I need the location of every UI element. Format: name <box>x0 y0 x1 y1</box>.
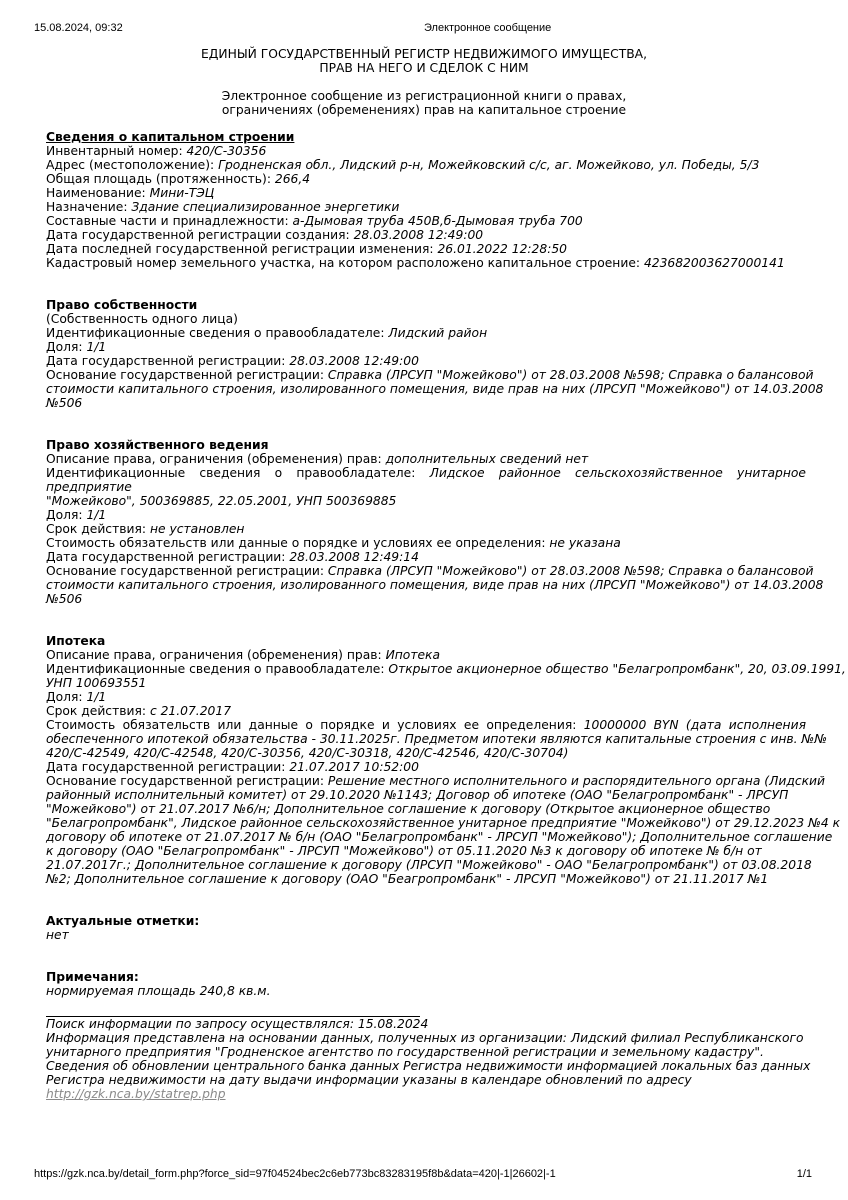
print-url: https://gzk.nca.by/detail_form.php?force_sid=97f04524bec2c6eb773bc83283195f8b&data=420|-1|26602|-1 <box>34 1168 556 1180</box>
ownership-basis-value-1: Справка (ЛРСУП "Можейково") от 28.03.2008 №598; Справка о балансовой <box>327 368 814 382</box>
mortgage-holder-value-2: УНП 100693551 <box>46 676 147 690</box>
building-section <box>46 130 806 270</box>
cadastre-row <box>46 256 806 270</box>
economic-section <box>46 438 824 606</box>
mortgage-basis-label: Основание государственной регистрации: <box>46 774 328 788</box>
mortgage-term-row <box>46 704 806 718</box>
economic-basis-value-1: Справка (ЛРСУП "Можейково") от 28.03.2008 №598; Справка о балансовой <box>327 564 814 578</box>
ownership-section <box>46 298 824 410</box>
created-date-row <box>46 228 806 242</box>
economic-basis-value-3: №506 <box>46 592 83 606</box>
economic-reg-row <box>46 550 806 564</box>
print-datetime: 15.08.2024, 09:32 <box>34 22 123 34</box>
economic-title: Право хозяйственного ведения <box>46 438 269 452</box>
mortgage-basis-value-5: договору об ипотеке от 21.07.2017 № б/н (ОАО "Белагропромбанк" - ЛРСУП "Можейково"); Дополнительное соглашение <box>46 830 833 844</box>
notes-section <box>46 970 806 998</box>
cadastre-label: Кадастровый номер земельного участка, на котором расположено капитальное строение: <box>46 256 644 270</box>
mortgage-term-value: с 21.07.2017 <box>149 704 232 718</box>
changed-date-row <box>46 242 806 256</box>
economic-holder-label: Идентификационные сведения о правообладателе: <box>46 466 430 480</box>
purpose-value: Здание специализированное энергетики <box>131 200 400 214</box>
changed-date-label: Дата последней государственной регистрации изменения: <box>46 242 438 256</box>
marks-title: Актуальные отметки: <box>46 914 200 928</box>
building-title: Сведения о капитальном строении <box>46 130 295 144</box>
notes-value: нормируемая площадь 240,8 кв.м. <box>46 984 271 998</box>
mortgage-basis-value-2: районный исполнительный комитет) от 29.10.2020 №1143; Договор об ипотеке (ОАО "Белагропромбанк" - ЛРСУП <box>46 788 789 802</box>
created-date-value: 28.03.2008 12:49:00 <box>353 228 484 242</box>
economic-holder-row <box>46 466 806 494</box>
ownership-holder-row <box>46 326 806 340</box>
ownership-reg-label: Дата государственной регистрации: <box>46 354 290 368</box>
inventory-number-value: 420/С-30356 <box>186 144 267 158</box>
mortgage-holder-label: Идентификационные сведения о правообладателе: <box>46 662 389 676</box>
mortgage-holder-value-1: Открытое акционерное общество "Белагропромбанк", 20, 03.09.1991, <box>388 662 846 676</box>
mortgage-reg-value: 21.07.2017 10:52:00 <box>289 760 419 774</box>
area-label: Общая площадь (протяженность): <box>46 172 275 186</box>
mortgage-desc-row <box>46 648 806 662</box>
area-value: 266,4 <box>274 172 311 186</box>
heading-line-1: ЕДИНЫЙ ГОСУДАРСТВЕННЫЙ РЕГИСТР НЕДВИЖИМОГО ИМУЩЕСТВА, <box>201 47 647 61</box>
address-row <box>46 158 806 172</box>
subheading-line-1: Электронное сообщение из регистрационной книги о правах, <box>221 89 627 103</box>
document-subheading <box>0 89 848 117</box>
economic-desc-row <box>46 452 806 466</box>
address-label: Адрес (местоположение): <box>46 158 219 172</box>
inventory-number-label: Инвентарный номер: <box>46 144 187 158</box>
parts-row <box>46 214 806 228</box>
footer-line-3: унитарного предприятия "Гродненское агентство по государственной регистрации и земельному кадастру". <box>46 1045 764 1059</box>
print-page-title: Электронное сообщение <box>424 22 552 34</box>
subheading-line-2: ограничениях (обременениях) прав на капитальное строение <box>221 103 627 117</box>
ownership-share-row <box>46 340 806 354</box>
economic-term-value: не установлен <box>149 522 245 536</box>
mortgage-desc-value: Ипотека <box>385 648 441 662</box>
mortgage-holder-row <box>46 662 846 676</box>
marks-value: нет <box>46 928 69 942</box>
notes-title: Примечания: <box>46 970 139 984</box>
parts-label: Составные части и принадлежности: <box>46 214 293 228</box>
mortgage-share-value: 1/1 <box>86 690 107 704</box>
ownership-share-label: Доля: <box>46 340 87 354</box>
economic-share-label: Доля: <box>46 508 87 522</box>
mortgage-cost-row <box>46 718 806 732</box>
ownership-kind: (Собственность одного лица) <box>46 312 238 326</box>
mortgage-basis-value-3: "Можейково") от 21.07.2017 №6/н; Дополнительное соглашение к договору (Открытое акционерное общество <box>46 802 771 816</box>
ownership-share-value: 1/1 <box>86 340 107 354</box>
mortgage-desc-label: Описание права, ограничения (обременения) прав: <box>46 648 386 662</box>
economic-cost-value: не указана <box>549 536 621 550</box>
economic-reg-label: Дата государственной регистрации: <box>46 550 290 564</box>
mortgage-basis-value-6: к договору (ОАО "Белагропромбанк" - ЛРСУП "Можейково") от 05.11.2020 №3 к договору об ипотеке № б/н от <box>46 844 762 858</box>
ownership-basis-row <box>46 368 814 382</box>
mortgage-basis-value-1: Решение местного исполнительного и распорядительного органа (Лидский <box>327 774 826 788</box>
economic-term-label: Срок действия: <box>46 522 150 536</box>
footer-line-2: Информация представлена на основании данных, полученных из организации: Лидский филиал Республиканского <box>46 1031 804 1045</box>
ownership-basis-value-3: №506 <box>46 396 83 410</box>
economic-share-value: 1/1 <box>86 508 107 522</box>
footer-line-4: Сведения об обновлении центрального банка данных Регистра недвижимости информацией локальных баз данных <box>46 1059 811 1073</box>
ownership-basis-value-2: стоимости капитального строения, изолированного помещения, виде прав на них (ЛРСУП "Можейково") от 14.03.2008 <box>46 382 824 396</box>
purpose-label: Назначение: <box>46 200 132 214</box>
economic-desc-label: Описание права, ограничения (обременения) прав: <box>46 452 386 466</box>
mortgage-share-label: Доля: <box>46 690 87 704</box>
statrep-link[interactable]: http://gzk.nca.by/statrep.php <box>46 1087 226 1101</box>
mortgage-cost-label: Стоимость обязательств или данные о порядке и условиях ее определения: <box>46 718 584 732</box>
mortgage-term-label: Срок действия: <box>46 704 150 718</box>
ownership-holder-value: Лидский район <box>388 326 488 340</box>
economic-basis-label: Основание государственной регистрации: <box>46 564 328 578</box>
mortgage-basis-value-8: №2; Дополнительное соглашение к договору (ОАО "Беагропромбанк" - ЛРСУП "Можейково") от 21.11.2017 №1 <box>46 872 769 886</box>
purpose-row <box>46 200 806 214</box>
address-value: Гродненская обл., Лидский р-н, Можейковский с/с, аг. Можейково, ул. Победы, 5/3 <box>218 158 760 172</box>
building-name-value: Мини-ТЭЦ <box>149 186 215 200</box>
economic-reg-value: 28.03.2008 12:49:14 <box>289 550 419 564</box>
economic-desc-value: дополнительных сведений нет <box>385 452 589 466</box>
ownership-holder-label: Идентификационные сведения о правообладателе: <box>46 326 389 340</box>
mortgage-section <box>46 634 846 886</box>
area-row <box>46 172 806 186</box>
document-footer <box>46 1017 811 1101</box>
mortgage-basis-row <box>46 774 826 788</box>
mortgage-title: Ипотека <box>46 634 106 648</box>
ownership-reg-row <box>46 354 806 368</box>
print-page-number: 1/1 <box>796 1168 812 1180</box>
economic-cost-row <box>46 536 806 550</box>
economic-basis-row <box>46 564 814 578</box>
economic-term-row <box>46 522 806 536</box>
economic-basis-value-2: стоимости капитального строения, изолированного помещения, виде прав на них (ЛРСУП "Можейково") от 14.03.2008 <box>46 578 824 592</box>
parts-value: а-Дымовая труба 450В,б-Дымовая труба 700 <box>292 214 583 228</box>
mortgage-share-row <box>46 690 806 704</box>
mortgage-basis-value-7: 21.07.2017г.; Дополнительное соглашение к договору (ЛРСУП "Можейково" - ОАО "Белагропромбанк") от 03.08.2018 <box>46 858 812 872</box>
cadastre-value: 423682003627000141 <box>643 256 785 270</box>
building-name-label: Наименование: <box>46 186 150 200</box>
document-body <box>46 130 846 998</box>
inventory-number-row <box>46 144 806 158</box>
mortgage-cost-value-3: 420/С-42549, 420/С-42548, 420/С-30356, 420/С-30318, 420/С-42546, 420/С-30704) <box>46 746 569 760</box>
economic-holder-value-1: Лидское районное сельскохозяйственное унитарное предприятие <box>46 466 806 494</box>
economic-cost-label: Стоимость обязательств или данные о порядке и условиях ее определения: <box>46 536 550 550</box>
footer-line-1: Поиск информации по запросу осуществлялся: 15.08.2024 <box>46 1017 429 1031</box>
ownership-reg-value: 28.03.2008 12:49:00 <box>289 354 419 368</box>
changed-date-value: 26.01.2022 12:28:50 <box>437 242 567 256</box>
mortgage-reg-row <box>46 760 806 774</box>
ownership-basis-label: Основание государственной регистрации: <box>46 368 328 382</box>
marks-section <box>46 914 806 942</box>
mortgage-basis-value-4: "Белагропромбанк", Лидское районное сельскохозяйственное унитарное предприятие "Можейково") от 29.12.2023 №4 к <box>46 816 841 830</box>
mortgage-reg-label: Дата государственной регистрации: <box>46 760 290 774</box>
document-heading <box>0 47 848 75</box>
mortgage-cost-value-1: 10000000 BYN (дата исполнения <box>583 718 806 732</box>
footer-line-5: Регистра недвижимости на дату выдачи информации указаны в календаре обновлений по адресу <box>46 1073 692 1087</box>
economic-share-row <box>46 508 806 522</box>
ownership-title: Право собственности <box>46 298 198 312</box>
mortgage-cost-value-2: обеспеченного ипотекой обязательства - 30.11.2025г. Предметом ипотеки являются капитальные строения с инв. №№ <box>46 732 828 746</box>
created-date-label: Дата государственной регистрации создания: <box>46 228 354 242</box>
economic-holder-value-2: "Можейково", 500369885, 22.05.2001, УНП 500369885 <box>46 494 397 508</box>
building-name-row <box>46 186 806 200</box>
heading-line-2: ПРАВ НА НЕГО И СДЕЛОК С НИМ <box>319 61 529 75</box>
